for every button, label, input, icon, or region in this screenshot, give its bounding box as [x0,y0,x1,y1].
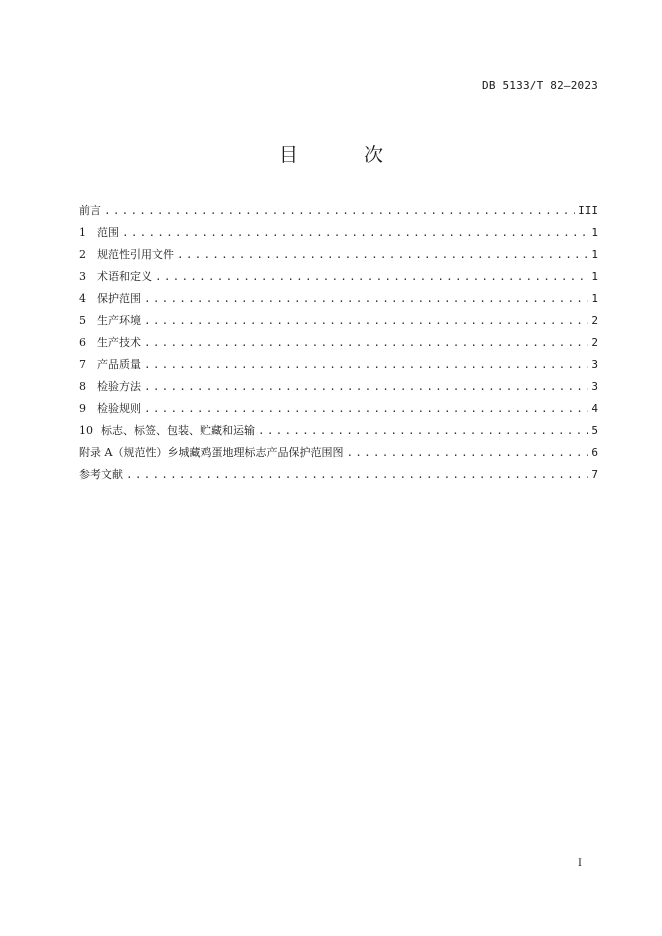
dot-leader [258,420,588,442]
toc-entry-number: 4 [79,292,86,305]
toc-entry-production-technology[interactable] [79,332,598,354]
toc-entry-title: 参考文献 [79,468,123,481]
toc-entry-protection-scope[interactable] [79,288,598,310]
toc-entry-title: 检验方法 [97,380,141,393]
dot-leader [126,464,588,486]
toc-entry-page: 1 [591,270,598,283]
toc-entry-page: 3 [591,380,598,393]
toc-entry-production-environment[interactable] [79,310,598,332]
toc-entry-title: 术语和定义 [97,270,152,283]
toc-entry-page: III [578,204,598,217]
dot-leader [104,200,575,222]
toc-entry-number: 9 [79,402,86,415]
toc-entry-page: 3 [591,358,598,371]
toc-entry-number: 8 [79,380,86,393]
toc-entry-foreword[interactable] [79,200,598,222]
dot-leader [144,332,588,354]
dot-leader [144,376,588,398]
toc-entry-title: 规范性引用文件 [97,248,174,261]
toc-entry-product-quality[interactable] [79,354,598,376]
toc-entry-title: 标志、标签、包装、贮藏和运输 [101,424,255,437]
dot-leader [144,310,588,332]
toc-entry-page: 5 [591,424,598,437]
toc-title: 目 次 [278,144,414,166]
toc-entry-title: 生产环境 [97,314,141,327]
toc-entry-page: 1 [591,248,598,261]
toc-entry-normative-references[interactable] [79,244,598,266]
dot-leader [144,398,588,420]
toc-entry-title: 生产技术 [97,336,141,349]
toc-entry-title: 保护范围 [97,292,141,305]
dot-leader [346,442,588,464]
dot-leader [122,222,588,244]
toc-entry-appendix-a[interactable] [79,442,598,464]
dot-leader [177,244,588,266]
toc-entry-number: 2 [79,248,86,261]
dot-leader [144,354,588,376]
toc-entry-page: 1 [591,292,598,305]
page-number: I [578,858,582,869]
toc-entry-page: 6 [591,446,598,459]
toc-entry-number: 1 [79,226,86,239]
toc-entry-title: 附录 A（规范性）乡城藏鸡蛋地理标志产品保护范围图 [79,446,344,459]
toc-entry-title: 范围 [97,226,119,239]
toc-entry-number: 6 [79,336,86,349]
toc-entry-title: 前言 [79,204,101,217]
toc-entry-page: 1 [591,226,598,239]
dot-leader [155,266,588,288]
toc-entry-test-methods[interactable] [79,376,598,398]
toc-entry-page: 2 [591,336,598,349]
toc-entry-number: 7 [79,358,86,371]
toc-entry-scope[interactable] [79,222,598,244]
toc-entry-terms-definitions[interactable] [79,266,598,288]
dot-leader [144,288,588,310]
toc-entry-page: 4 [591,402,598,415]
toc-entry-title: 检验规则 [97,402,141,415]
toc-entry-number: 3 [79,270,86,283]
toc-entry-number: 10 [79,424,93,437]
toc-entry-references[interactable] [79,464,598,486]
document-number: DB 5133/T 82—2023 [482,79,598,92]
toc-entry-title: 产品质量 [97,358,141,371]
table-of-contents [79,200,598,486]
toc-entry-inspection-rules[interactable] [79,398,598,420]
toc-entry-page: 2 [591,314,598,327]
toc-entry-marking-packaging[interactable] [79,420,598,442]
toc-entry-number: 5 [79,314,86,327]
toc-entry-page: 7 [591,468,598,481]
